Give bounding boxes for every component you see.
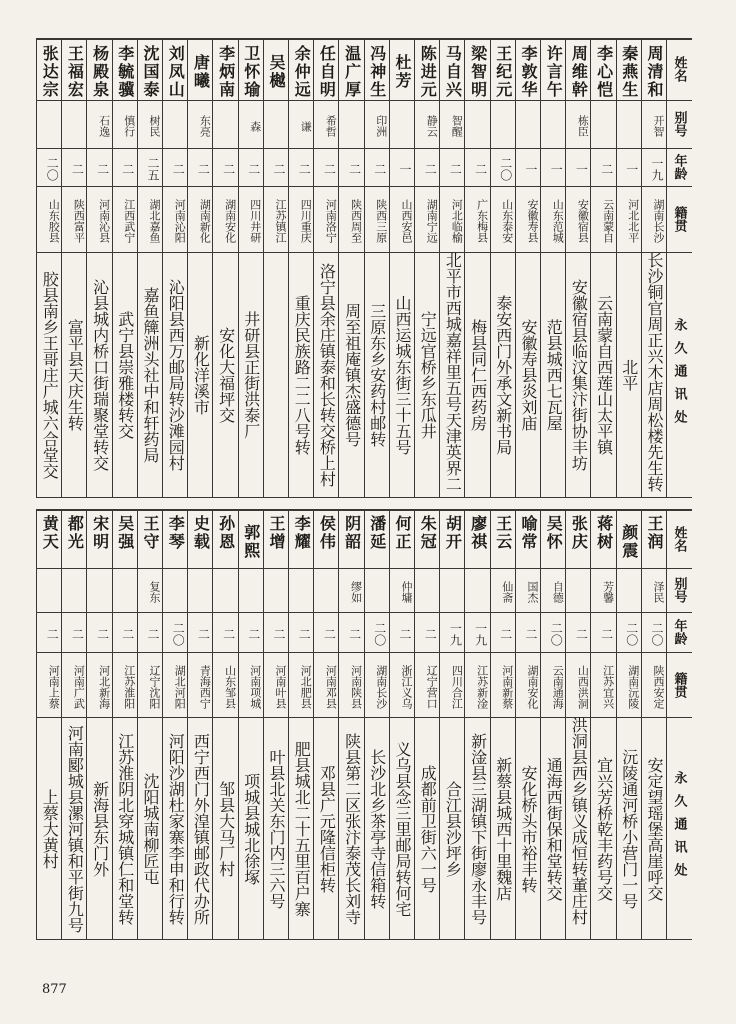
cell-origin: 河北北平 (626, 199, 640, 243)
cell-origin: 山西安邑 (399, 199, 413, 243)
cell-age: 二 (221, 163, 236, 175)
cell-alias: 希哲 (324, 115, 338, 137)
cell-age: 二 (297, 163, 312, 175)
cell-name: 孙恩 (216, 515, 236, 551)
cell-name: 王增 (266, 515, 286, 551)
cell-origin: 云南通海 (551, 664, 565, 709)
bottom-directory-table (36, 509, 692, 940)
cell-address: 井研县正街洪泰厂 (241, 311, 261, 439)
cell-address: 安化大福坪交 (216, 327, 236, 423)
cell-age: 二 (297, 628, 312, 640)
cell-alias: 自德 (551, 581, 565, 603)
cell-alias (364, 568, 389, 612)
cell-origin: 安徽宿县 (576, 199, 590, 243)
cell-age: 二 (448, 163, 463, 175)
cell-origin: 山东邹县 (223, 664, 237, 709)
cell-age: 二 (246, 163, 261, 175)
cell-age: 一九 (473, 622, 488, 646)
cell-alias (212, 568, 237, 612)
cell-origin: 湖南安化 (525, 664, 539, 709)
cell-age: 二 (70, 628, 85, 640)
cell-origin: 湖南安化 (223, 199, 237, 243)
cell-address: 洛宁县余庄镇泰和长转交桥上村 (317, 263, 337, 487)
cell-address: 三原东乡安药村邮转 (367, 303, 387, 447)
cell-origin: 河南洛宁 (324, 199, 338, 243)
cell-origin: 河南陕县 (349, 664, 363, 709)
cell-address: 云南蒙自西莲山太平镇 (594, 295, 614, 455)
cell-address: 周至祖庵镇杰盛德号 (342, 303, 362, 447)
cell-address: 长沙北乡茶亭寺信箱转 (367, 748, 387, 909)
cell-origin: 河南邓县 (324, 664, 338, 709)
cell-name: 郭熙 (241, 523, 261, 560)
cell-address: 新海县东门外 (90, 780, 110, 877)
header-origin: 籍贯 (671, 671, 687, 698)
cell-name: 任自明 (317, 45, 337, 99)
cell-alias: 泽民 (651, 581, 665, 603)
cell-name: 马自兴 (443, 45, 463, 99)
cell-name: 许言午 (544, 45, 564, 99)
cell-origin: 湖南长沙 (651, 199, 665, 243)
cell-origin: 河南叶县 (273, 664, 287, 709)
cell-age: 二 (120, 163, 135, 175)
cell-address: 富平县天庆生转 (65, 319, 85, 431)
cell-name: 史载 (191, 515, 211, 551)
cell-alias: 东亮 (198, 115, 212, 137)
cell-origin: 陕西安定 (651, 664, 665, 709)
cell-age: 二 (95, 163, 110, 175)
cell-name: 朱冠 (418, 515, 438, 551)
cell-name: 宋明 (90, 515, 110, 551)
cell-age: 二 (70, 163, 85, 175)
cell-alias: 缪如 (349, 581, 363, 603)
cell-address: 宁远官桥乡东瓜井 (418, 311, 438, 439)
cell-name: 冯神生 (367, 45, 387, 99)
cell-alias (86, 568, 111, 612)
cell-address: 合江县沙坪乡 (443, 780, 463, 877)
header-name: 姓名 (671, 525, 687, 552)
cell-address: 陕县第二区张汴泰茂长刘寺 (342, 732, 362, 925)
cell-age: 二 (599, 628, 614, 640)
cell-alias (112, 568, 137, 612)
cell-alias (464, 100, 489, 148)
cell-origin: 陕西周至 (349, 199, 363, 243)
cell-origin: 河南上蔡 (47, 664, 61, 709)
cell-alias: 树民 (147, 115, 161, 137)
cell-alias (212, 100, 237, 148)
cell-name: 李毓骥 (115, 45, 135, 99)
cell-name: 何正 (392, 515, 412, 551)
cell-name: 廖祺 (468, 515, 488, 551)
cell-name: 秦燕生 (619, 45, 639, 99)
cell-age: 二 (599, 163, 614, 175)
cell-age: 一 (397, 163, 412, 175)
header-address: 永久通讯处 (671, 771, 687, 886)
cell-origin: 湖南宁远 (425, 199, 439, 243)
cell-age: 二 (397, 628, 412, 640)
cell-age: 二 (196, 163, 211, 175)
cell-address: 西宁西门外湟镇邮政代办所 (191, 732, 211, 925)
cell-address: 梅县同仁西药房 (468, 319, 488, 431)
cell-age: 二 (498, 628, 513, 640)
cell-alias (263, 100, 288, 148)
cell-age: 二 (271, 628, 286, 640)
cell-age: 二〇 (549, 622, 564, 646)
cell-origin: 云南蒙自 (601, 199, 615, 243)
cell-name: 黄天 (40, 515, 60, 551)
cell-address: 新蔡县城西十里魏店 (493, 756, 513, 901)
cell-origin: 安徽寿县 (525, 199, 539, 243)
cell-address: 邹县大马厂村 (216, 780, 236, 877)
cell-origin: 山西洪洞 (576, 664, 590, 709)
cell-name: 沈国泰 (140, 45, 160, 99)
cell-origin: 河北新海 (97, 664, 111, 709)
cell-alias (490, 100, 515, 148)
cell-age: 一 (549, 163, 564, 175)
cell-origin: 河北临榆 (450, 199, 464, 243)
cell-age: 二 (120, 628, 135, 640)
cell-alias (338, 100, 363, 148)
cell-age: 二 (372, 163, 387, 175)
cell-address: 项城县城北徐塚 (241, 772, 261, 885)
header-age: 年龄 (671, 619, 687, 645)
cell-origin: 湖南沅陵 (626, 664, 640, 709)
cell-age: 二〇 (171, 622, 186, 646)
cell-age: 二 (45, 628, 60, 640)
cell-origin: 青海西宁 (198, 664, 212, 709)
cell-age: 二 (322, 163, 337, 175)
cell-address: 通海西街保和堂转交 (544, 756, 564, 901)
cell-address: 上蔡大黄村 (40, 788, 60, 869)
cell-age: 二 (322, 628, 337, 640)
cell-age: 二 (523, 628, 538, 640)
cell-alias (515, 100, 540, 148)
cell-name: 杜芳 (392, 54, 412, 90)
cell-address: 长沙铜官周正兴木店周松楼先生转 (644, 252, 664, 492)
cell-name: 吴强 (115, 515, 135, 551)
cell-address: 沁阳县西万邮局转沙滩园村 (166, 279, 186, 471)
cell-name: 余仲远 (292, 45, 312, 99)
cell-origin: 江西武宁 (122, 199, 136, 243)
cell-origin: 广东梅县 (475, 199, 489, 243)
cell-origin: 河南沁县 (97, 199, 111, 243)
cell-name: 颜震 (619, 523, 639, 560)
header-alias: 别号 (671, 111, 687, 137)
cell-alias (616, 568, 641, 612)
cell-alias (464, 568, 489, 612)
cell-age: 二 (423, 628, 438, 640)
cell-origin: 湖南长沙 (374, 664, 388, 709)
cell-name: 唐曦 (191, 54, 211, 90)
cell-age: 二〇 (45, 157, 60, 181)
cell-origin: 江苏镇江 (273, 199, 287, 243)
cell-alias (414, 568, 439, 612)
cell-name: 王纪元 (493, 45, 513, 99)
cell-name: 陈进元 (418, 45, 438, 99)
cell-age: 二 (221, 628, 236, 640)
cell-age: 二 (423, 163, 438, 175)
cell-age: 二〇 (649, 622, 664, 646)
cell-origin: 江苏新淦 (475, 664, 489, 709)
cell-address: 新化洋溪市 (191, 335, 211, 415)
cell-name: 都光 (65, 515, 85, 551)
cell-address: 新淦县三湖镇下街廖永丰号 (468, 732, 488, 925)
cell-name: 李琴 (166, 515, 186, 551)
cell-origin: 河北肥县 (299, 664, 313, 709)
cell-alias: 印洲 (374, 115, 388, 137)
cell-age: 一 (624, 163, 639, 175)
cell-age: 一 (523, 163, 538, 175)
cell-age: 二 (196, 628, 211, 640)
cell-age: 二〇 (624, 622, 639, 646)
cell-origin: 湖北河阳 (173, 664, 187, 709)
cell-age: 一 (574, 163, 589, 175)
cell-address: 安化桥头市裕丰转 (518, 764, 538, 893)
cell-age: 二 (145, 628, 160, 640)
cell-age: 一九 (649, 157, 664, 181)
cell-name: 李敦华 (518, 45, 538, 99)
cell-alias (540, 100, 565, 148)
cell-age: 二〇 (498, 157, 513, 181)
cell-alias (162, 100, 187, 148)
cell-address: 沅陵通河桥小营门一号 (619, 748, 639, 909)
cell-alias (288, 568, 313, 612)
cell-address: 山西运城东街三十五号 (392, 295, 412, 455)
cell-age: 二 (347, 163, 362, 175)
header-address: 永久通讯处 (671, 317, 687, 433)
cell-alias (565, 568, 590, 612)
cell-address: 宜兴芳桥乾丰药号交 (594, 756, 614, 901)
cell-name: 梁智明 (468, 45, 488, 99)
cell-age: 二 (246, 628, 261, 640)
cell-address: 洪洞县西乡镇义成恒转董庄村 (569, 717, 589, 925)
cell-origin: 河南广武 (72, 664, 86, 709)
cell-origin: 山东泰安 (500, 199, 514, 243)
cell-origin: 四川重庆 (299, 199, 313, 243)
cell-address: 沈阳城南柳匠屯 (140, 772, 160, 885)
cell-alias: 森 (248, 120, 262, 132)
cell-origin: 湖南新化 (198, 199, 212, 243)
cell-alias: 国杰 (525, 581, 539, 603)
cell-origin: 浙江义乌 (399, 664, 413, 709)
page-number: 877 (42, 982, 67, 997)
cell-address: 泰安西门外承文新书局 (493, 295, 513, 455)
cell-alias (238, 568, 263, 612)
cell-address: 邓县广元隆信柜转 (317, 764, 337, 893)
cell-name: 周清和 (644, 45, 664, 99)
cell-name: 李心恺 (594, 45, 614, 99)
cell-address: 成都前卫街六一号 (418, 764, 438, 893)
cell-alias (162, 568, 187, 612)
cell-alias (187, 568, 212, 612)
cell-address: 叶县北关东门内三六号 (266, 748, 286, 909)
cell-origin: 河南新蔡 (500, 664, 514, 709)
cell-name: 侯伟 (317, 515, 337, 551)
cell-name: 温广厚 (342, 45, 362, 99)
cell-origin: 湖北嘉鱼 (147, 199, 161, 243)
cell-alias: 仙斋 (500, 581, 514, 603)
cell-alias: 慎行 (122, 115, 136, 137)
cell-origin: 陕西富平 (72, 199, 86, 243)
cell-origin: 四川合江 (450, 664, 464, 709)
cell-alias: 谦 (299, 120, 313, 132)
cell-alias: 复东 (147, 581, 161, 603)
cell-alias: 芳馨 (601, 581, 615, 603)
cell-name: 王福宏 (65, 45, 85, 99)
cell-address (263, 252, 288, 498)
cell-alias (61, 568, 86, 612)
cell-age: 二 (271, 163, 286, 175)
cell-name: 王守 (140, 515, 160, 551)
cell-name: 王云 (493, 515, 513, 551)
cell-address: 肥县城北二十五里百户寨 (292, 740, 312, 917)
cell-name: 李耀 (292, 515, 312, 551)
header-age: 年龄 (671, 154, 687, 180)
cell-address: 河南郾城县漯河镇和平街九号 (65, 724, 85, 933)
cell-name: 周维幹 (569, 45, 589, 99)
cell-alias (313, 568, 338, 612)
cell-name: 阴韶 (342, 515, 362, 551)
cell-address: 安徽宿县临汶集汴街协丰坊 (569, 279, 589, 471)
cell-address: 重庆民族路二二八号转 (292, 295, 312, 455)
cell-address: 武宁县崇雅楼转交 (115, 311, 135, 439)
cell-name: 杨殿泉 (90, 45, 110, 99)
cell-age: 二 (347, 628, 362, 640)
cell-origin: 山东胶县 (47, 199, 61, 243)
cell-age: 二 (574, 628, 589, 640)
cell-address: 范县城西七瓦屋 (544, 319, 564, 431)
cell-alias: 开智 (651, 115, 665, 137)
cell-alias: 智醒 (450, 115, 464, 137)
cell-alias (439, 568, 464, 612)
cell-age: 二 (473, 163, 488, 175)
cell-name: 吴怀 (544, 515, 564, 551)
cell-age: 二〇 (372, 622, 387, 646)
cell-age: 一九 (448, 622, 463, 646)
cell-age: 二 (171, 163, 186, 175)
cell-origin: 江苏淮阳 (122, 664, 136, 709)
cell-name: 蒋树 (594, 515, 614, 551)
cell-alias (36, 568, 61, 612)
cell-origin: 河南沁阳 (173, 199, 187, 243)
cell-address: 嘉鱼簰洲头社中和轩药局 (140, 287, 160, 463)
cell-name: 张达宗 (40, 45, 60, 99)
cell-origin: 陕西三原 (374, 199, 388, 243)
cell-name: 喻常 (518, 515, 538, 551)
cell-address: 安徽寿县炎刘庙 (518, 319, 538, 431)
cell-address: 沁县城内桥口街瑞聚堂转交 (90, 279, 110, 471)
cell-name: 潘延 (367, 515, 387, 551)
header-alias: 别号 (671, 577, 687, 603)
cell-address: 安定望瑶堡高崖呼交 (644, 756, 664, 901)
cell-address: 北平 (619, 359, 639, 391)
cell-origin: 江苏宜兴 (601, 664, 615, 709)
cell-name: 卫怀瑜 (241, 45, 261, 99)
cell-alias (616, 100, 641, 148)
cell-name: 李炳南 (216, 45, 236, 99)
cell-alias: 栋臣 (576, 115, 590, 137)
cell-address: 河阳沙湖杜家寨李申和行转 (166, 732, 186, 925)
cell-name: 胡开 (443, 515, 463, 551)
cell-address: 江苏淮阴北穿城镇仁和堂转 (115, 732, 135, 925)
cell-origin: 河南项城 (248, 664, 262, 709)
cell-origin: 辽宁沈阳 (147, 664, 161, 709)
cell-alias: 石逸 (97, 115, 111, 137)
cell-name: 刘凤山 (166, 45, 186, 99)
top-directory-table (36, 38, 692, 498)
cell-address: 义乌县念三里邮局转何宅 (392, 740, 412, 917)
cell-origin: 辽宁营口 (425, 664, 439, 709)
cell-alias: 仲墉 (399, 581, 413, 603)
cell-alias (36, 100, 61, 148)
cell-alias: 静云 (425, 115, 439, 137)
cell-alias (590, 100, 615, 148)
header-origin: 籍贯 (671, 206, 687, 232)
cell-address: 胶县南乡王哥庄广城六合堂交 (40, 271, 60, 479)
cell-origin: 山东范城 (551, 199, 565, 243)
header-name: 姓名 (671, 56, 687, 82)
cell-age: 二 (95, 628, 110, 640)
cell-alias (389, 100, 414, 148)
cell-name: 张庆 (569, 515, 589, 551)
cell-alias (61, 100, 86, 148)
cell-name: 吴樾 (266, 54, 286, 90)
cell-name: 王润 (644, 515, 664, 551)
cell-age: 二五 (145, 157, 160, 181)
cell-address: 北平市西城嘉祥里五号天津英界二 (443, 252, 463, 492)
cell-alias (263, 568, 288, 612)
cell-origin: 四川井研 (248, 199, 262, 243)
